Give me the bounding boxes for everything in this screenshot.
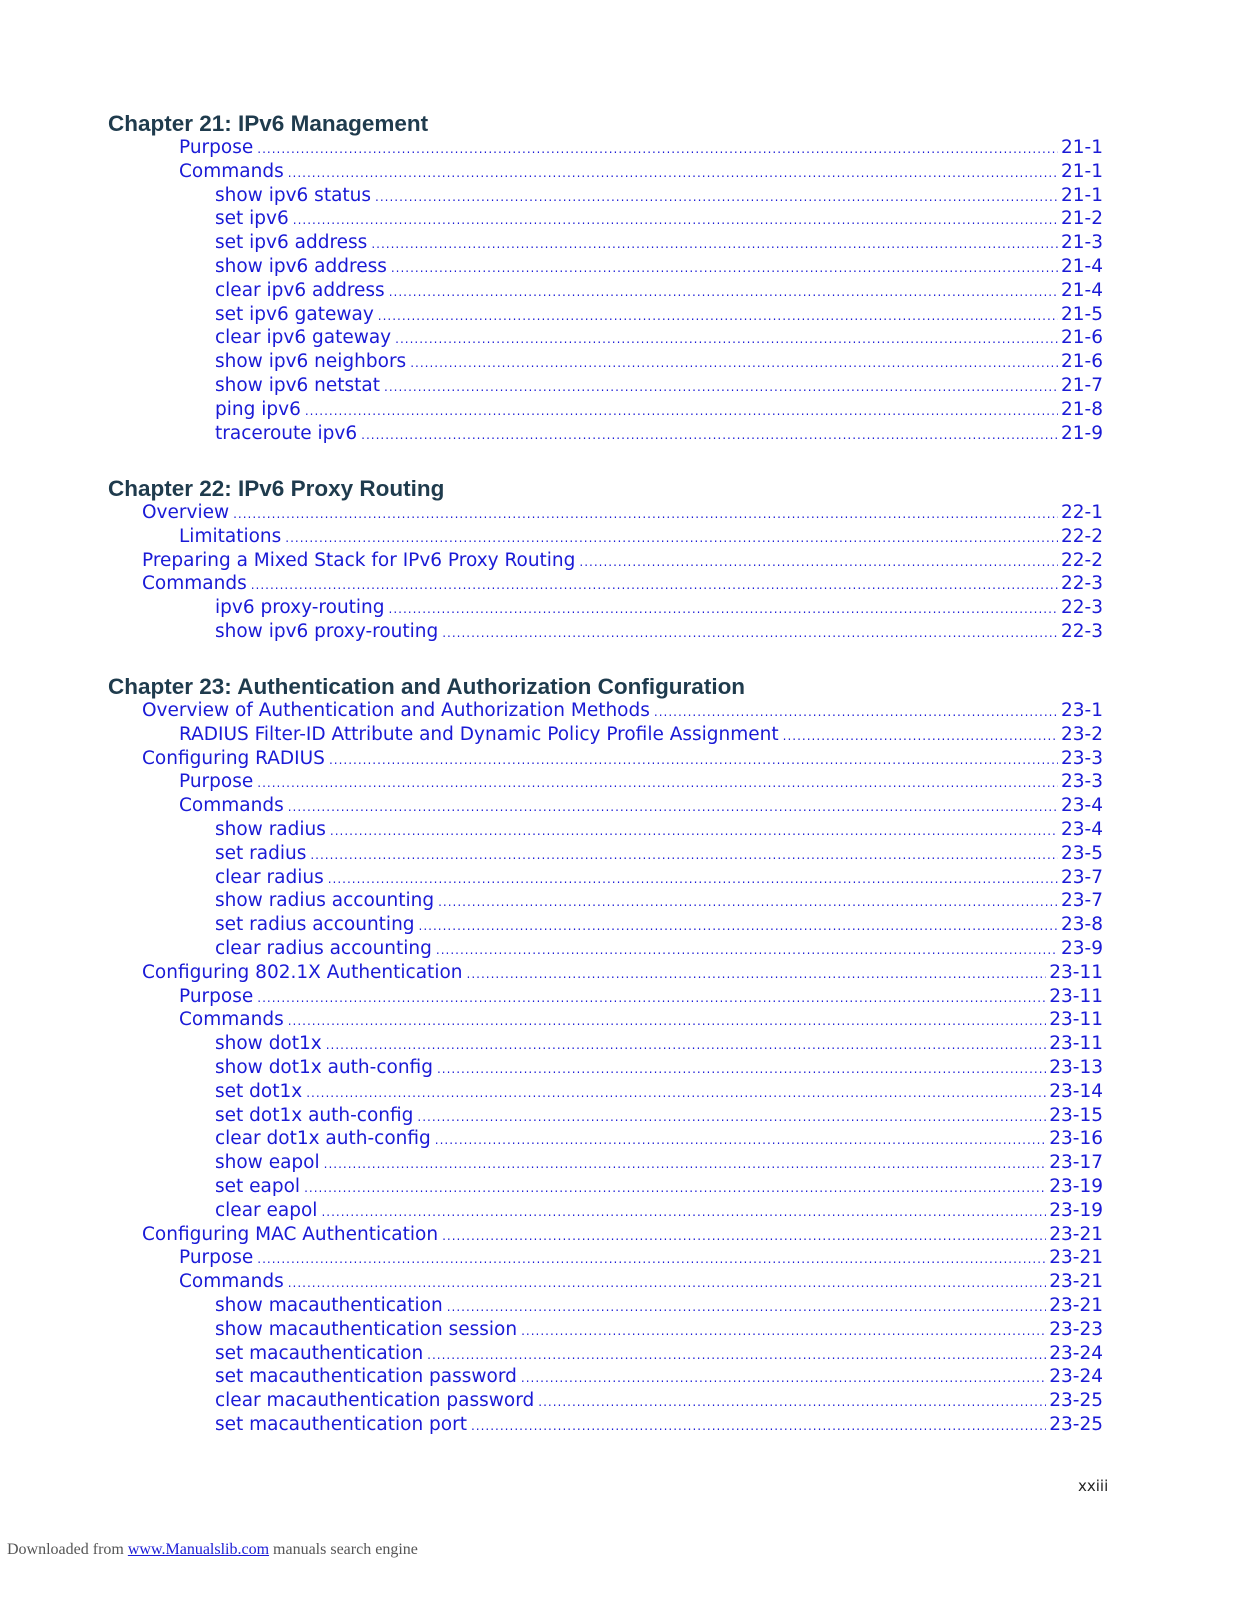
toc-entry-page: 22-2 <box>1061 549 1103 571</box>
toc-entry-page: 23-11 <box>1049 985 1103 1007</box>
toc-entry-page: 23-25 <box>1049 1413 1103 1435</box>
dot-leader <box>304 1177 1046 1201</box>
download-suffix: manuals search engine <box>269 1541 418 1558</box>
toc-entry-label: set macauthentication password <box>215 1366 517 1388</box>
toc-entry-label: Commands <box>179 1009 284 1031</box>
dot-leader <box>288 796 1058 820</box>
toc-entry-label: Commands <box>179 795 284 817</box>
dot-leader <box>579 551 1058 575</box>
toc-entry-label: set macauthentication <box>215 1342 424 1364</box>
toc-entries <box>108 699 1128 1437</box>
toc-entry-label: ping ipv6 <box>215 398 301 420</box>
toc-entry-label: Purpose <box>179 1247 254 1269</box>
dot-leader <box>538 1391 1046 1415</box>
toc-entry-page: 23-15 <box>1049 1104 1103 1126</box>
toc-entry-page: 21-9 <box>1061 422 1103 444</box>
toc-entry-label: show ipv6 address <box>215 255 387 277</box>
toc-entry-label: clear radius <box>215 866 324 888</box>
toc-entry-page: 23-11 <box>1049 1009 1103 1031</box>
toc-entry[interactable] <box>108 1032 1103 1056</box>
dot-leader <box>375 186 1058 210</box>
toc-entry-label: Overview <box>142 502 230 523</box>
toc-entry-label: Commands <box>179 1271 284 1293</box>
toc-entry-page: 22-1 <box>1061 502 1103 523</box>
toc-entry[interactable] <box>108 326 1103 350</box>
toc-entry-page: 23-4 <box>1061 818 1103 840</box>
toc-entry-label: show radius accounting <box>215 890 435 912</box>
toc-entry[interactable] <box>108 303 1103 327</box>
dot-leader <box>378 305 1058 329</box>
toc-entry[interactable] <box>108 596 1103 620</box>
toc-entry[interactable] <box>108 1270 1103 1294</box>
dot-leader <box>321 1201 1046 1225</box>
toc-entry[interactable] <box>108 1318 1103 1342</box>
dot-leader <box>442 1225 1046 1249</box>
toc-entry-label: clear eapol <box>215 1199 318 1221</box>
toc-entry-label: Configuring MAC Authentication <box>142 1223 439 1245</box>
toc-entry-page: 23-24 <box>1049 1366 1103 1388</box>
dot-leader <box>305 400 1058 424</box>
toc-entries <box>108 136 1128 445</box>
dot-leader <box>288 1272 1047 1296</box>
toc-entry-label: traceroute ipv6 <box>215 422 358 444</box>
dot-leader <box>293 209 1058 233</box>
toc-entry-page: 21-3 <box>1061 232 1103 254</box>
dot-leader <box>326 1034 1047 1058</box>
toc-entry-label: set radius accounting <box>215 914 415 936</box>
toc-entry[interactable] <box>108 1294 1103 1318</box>
dot-leader <box>251 574 1058 598</box>
toc-entry[interactable] <box>108 572 1103 596</box>
dot-leader <box>324 1153 1047 1177</box>
toc-entry-page: 23-14 <box>1049 1080 1103 1102</box>
toc-entry[interactable] <box>108 1056 1103 1080</box>
page-number: xxiii <box>1078 1477 1109 1495</box>
toc-entry-label: set ipv6 address <box>215 232 368 254</box>
toc-entry[interactable] <box>108 160 1103 184</box>
toc-entry-label: clear ipv6 gateway <box>215 327 392 349</box>
toc-entry-label: Configuring RADIUS <box>142 747 325 769</box>
toc-entry-label: show ipv6 neighbors <box>215 351 407 373</box>
toc-entry-label: Overview of Authentication and Authorization Methods <box>142 700 650 721</box>
toc-entry-page: 23-11 <box>1049 1033 1103 1055</box>
toc-entry[interactable] <box>108 279 1103 303</box>
dot-leader <box>389 281 1058 305</box>
toc-entry[interactable] <box>108 1127 1103 1151</box>
toc-entry-page: 23-4 <box>1061 795 1103 817</box>
toc-entry[interactable] <box>108 1104 1103 1128</box>
toc-entry-label: set macauthentication port <box>215 1413 467 1435</box>
toc-entry-label: show dot1x <box>215 1033 322 1055</box>
toc-entry-label: Purpose <box>179 771 254 793</box>
toc-entry-label: show ipv6 proxy-routing <box>215 620 439 642</box>
download-footer <box>7 1541 418 1559</box>
dot-leader <box>288 1010 1047 1034</box>
toc-entry[interactable] <box>108 913 1103 937</box>
toc-entries <box>108 501 1128 644</box>
dot-leader <box>257 138 1058 162</box>
dot-leader <box>310 844 1058 868</box>
toc-entry[interactable] <box>108 620 1103 644</box>
dot-leader <box>521 1320 1046 1344</box>
dot-leader <box>391 257 1058 281</box>
toc-entry[interactable] <box>108 184 1103 208</box>
chapter-title: Chapter 23: Authentication and Authorization Configuration <box>108 674 746 699</box>
toc-entry-page: 23-3 <box>1061 771 1103 793</box>
toc-entry[interactable] <box>108 1342 1103 1366</box>
dot-leader <box>521 1367 1046 1391</box>
toc-entry-label: set dot1x <box>215 1080 303 1102</box>
dot-leader <box>438 891 1058 915</box>
toc-entry-page: 21-6 <box>1061 327 1103 349</box>
toc-entry-page: 23-19 <box>1049 1175 1103 1197</box>
dot-leader <box>233 503 1058 527</box>
toc-entry-label: show ipv6 netstat <box>215 374 381 396</box>
toc-entry-page: 23-24 <box>1049 1342 1103 1364</box>
toc-entry-page: 21-6 <box>1061 351 1103 373</box>
toc-entry[interactable] <box>108 794 1103 818</box>
dot-leader <box>654 701 1058 725</box>
toc-entry-page: 23-21 <box>1049 1223 1103 1245</box>
chapter-23 <box>108 673 1128 1437</box>
toc-entry-label: ipv6 proxy-routing <box>215 597 385 619</box>
toc-entry[interactable] <box>108 207 1103 231</box>
toc-entry-page: 23-17 <box>1049 1152 1103 1174</box>
dot-leader <box>288 162 1058 186</box>
toc-entry[interactable] <box>108 723 1103 747</box>
toc-entry[interactable] <box>108 1365 1103 1389</box>
toc-entry[interactable] <box>108 1223 1103 1247</box>
toc-entry-page: 23-2 <box>1061 723 1103 745</box>
toc-entry-label: clear ipv6 address <box>215 279 385 301</box>
toc-entry[interactable] <box>108 1008 1103 1032</box>
toc-entry-page: 23-25 <box>1049 1390 1103 1412</box>
toc-entry[interactable] <box>108 501 1103 525</box>
dot-leader <box>447 1296 1047 1320</box>
dot-leader <box>437 1058 1046 1082</box>
dot-leader <box>467 963 1047 987</box>
dot-leader <box>783 725 1058 749</box>
toc-entry[interactable] <box>108 770 1103 794</box>
dot-leader <box>471 1415 1046 1439</box>
toc-entry[interactable] <box>108 1199 1103 1223</box>
toc-entry-page: 23-21 <box>1049 1247 1103 1269</box>
toc-entry-label: Commands <box>142 573 247 595</box>
toc-entry[interactable] <box>108 231 1103 255</box>
toc-entry-label: clear radius accounting <box>215 937 432 959</box>
toc-entry-page: 23-8 <box>1061 914 1103 936</box>
toc-entry[interactable] <box>108 136 1103 160</box>
toc-entry-page: 23-13 <box>1049 1056 1103 1078</box>
toc-entry-page: 21-1 <box>1061 160 1103 182</box>
toc-entry-page: 23-9 <box>1061 937 1103 959</box>
toc-entry-label: show radius <box>215 818 326 840</box>
toc-entry-label: set radius <box>215 842 307 864</box>
toc-entry[interactable] <box>108 818 1103 842</box>
dot-leader <box>389 598 1058 622</box>
toc-entry-label: Configuring 802.1X Authentication <box>142 961 463 983</box>
toc-entry[interactable] <box>108 961 1103 985</box>
toc-entry-page: 23-23 <box>1049 1318 1103 1340</box>
toc-entry-page: 22-2 <box>1061 525 1103 547</box>
toc-entry-page: 22-3 <box>1061 573 1103 595</box>
dot-leader <box>410 352 1058 376</box>
toc-entry-label: Purpose <box>179 137 254 158</box>
toc-entry[interactable] <box>108 1246 1103 1270</box>
dot-leader <box>361 424 1058 448</box>
download-prefix: Downloaded from <box>7 1541 128 1558</box>
dot-leader <box>329 749 1058 773</box>
dot-leader <box>257 987 1046 1011</box>
toc-entry-label: RADIUS Filter-ID Attribute and Dynamic Policy Profile Assignment <box>179 723 779 745</box>
chapter-title: Chapter 22: IPv6 Proxy Routing <box>108 476 445 501</box>
toc-entry-page: 22-3 <box>1061 597 1103 619</box>
dot-leader <box>417 1106 1046 1130</box>
toc-entry[interactable] <box>108 985 1103 1009</box>
toc-entry[interactable] <box>108 1389 1103 1413</box>
toc-entry-label: show ipv6 status <box>215 184 372 206</box>
toc-entry[interactable] <box>108 422 1103 446</box>
toc-entry-page: 23-21 <box>1049 1294 1103 1316</box>
toc-entry-label: show macauthentication session <box>215 1318 518 1340</box>
toc-entry-label: set ipv6 <box>215 208 289 230</box>
toc-entry-page: 23-16 <box>1049 1128 1103 1150</box>
toc-entry-page: 21-7 <box>1061 374 1103 396</box>
toc-entry-page: 21-2 <box>1061 208 1103 230</box>
toc-entry-page: 21-1 <box>1061 184 1103 206</box>
toc-entry-page: 23-11 <box>1049 961 1103 983</box>
toc-entry-label: show eapol <box>215 1152 320 1174</box>
toc-entry[interactable] <box>108 1413 1103 1437</box>
toc-entry[interactable] <box>108 525 1103 549</box>
dot-leader <box>419 915 1058 939</box>
toc-entry[interactable] <box>108 889 1103 913</box>
toc-entry-label: set eapol <box>215 1175 301 1197</box>
dot-leader <box>330 820 1058 844</box>
toc-entry[interactable] <box>108 1080 1103 1104</box>
dot-leader <box>435 1129 1046 1153</box>
toc-entry-page: 23-7 <box>1061 890 1103 912</box>
dot-leader <box>436 939 1058 963</box>
toc-entry-label: Limitations <box>179 525 282 547</box>
toc-entry[interactable] <box>108 1175 1103 1199</box>
toc-entry-label: clear macauthentication password <box>215 1390 535 1412</box>
toc-entry[interactable] <box>108 398 1103 422</box>
toc-entry[interactable] <box>108 549 1103 573</box>
toc-entry-page: 21-5 <box>1061 303 1103 325</box>
chapter-title: Chapter 21: IPv6 Management <box>108 111 429 136</box>
toc-entry-label: Commands <box>179 160 284 182</box>
toc-entry-page: 21-4 <box>1061 255 1103 277</box>
toc-entry[interactable] <box>108 747 1103 771</box>
toc-entry-label: show dot1x auth-config <box>215 1056 433 1078</box>
chapter-21 <box>108 110 1128 445</box>
toc-entry-page: 23-1 <box>1061 700 1103 721</box>
chapter-22 <box>108 475 1128 644</box>
toc-entry-page: 21-8 <box>1061 398 1103 420</box>
toc-entry-label: Preparing a Mixed Stack for IPv6 Proxy Routing <box>142 549 576 571</box>
dot-leader <box>384 376 1058 400</box>
toc-entry-label: Purpose <box>179 985 254 1007</box>
toc-entry-page: 22-3 <box>1061 620 1103 642</box>
toc-entry-page: 23-21 <box>1049 1271 1103 1293</box>
toc-entry[interactable] <box>108 374 1103 398</box>
toc-entry[interactable] <box>108 255 1103 279</box>
toc-entry-label: clear dot1x auth-config <box>215 1128 431 1150</box>
toc-entry-page: 21-1 <box>1061 137 1103 158</box>
manualslib-link[interactable]: www.Manualslib.com <box>127 1541 270 1558</box>
dot-leader <box>257 772 1058 796</box>
toc-entry[interactable] <box>108 937 1103 961</box>
toc-entry-page: 23-5 <box>1061 842 1103 864</box>
toc-entry[interactable] <box>108 842 1103 866</box>
toc-entry-label: set dot1x auth-config <box>215 1104 414 1126</box>
dot-leader <box>371 233 1058 257</box>
toc-entry-label: set ipv6 gateway <box>215 303 374 325</box>
dot-leader <box>442 622 1058 646</box>
toc-entry-page: 23-3 <box>1061 747 1103 769</box>
dot-leader <box>328 868 1058 892</box>
dot-leader <box>395 328 1058 352</box>
toc-entry-page: 23-7 <box>1061 866 1103 888</box>
toc-entry[interactable] <box>108 350 1103 374</box>
toc-entry[interactable] <box>108 866 1103 890</box>
toc-entry[interactable] <box>108 699 1103 723</box>
toc-entry-label: show macauthentication <box>215 1294 443 1316</box>
dot-leader <box>285 527 1058 551</box>
toc-entry-page: 23-19 <box>1049 1199 1103 1221</box>
toc-entry[interactable] <box>108 1151 1103 1175</box>
dot-leader <box>306 1082 1046 1106</box>
dot-leader <box>427 1344 1046 1368</box>
dot-leader <box>257 1248 1046 1272</box>
toc-entry-page: 21-4 <box>1061 279 1103 301</box>
